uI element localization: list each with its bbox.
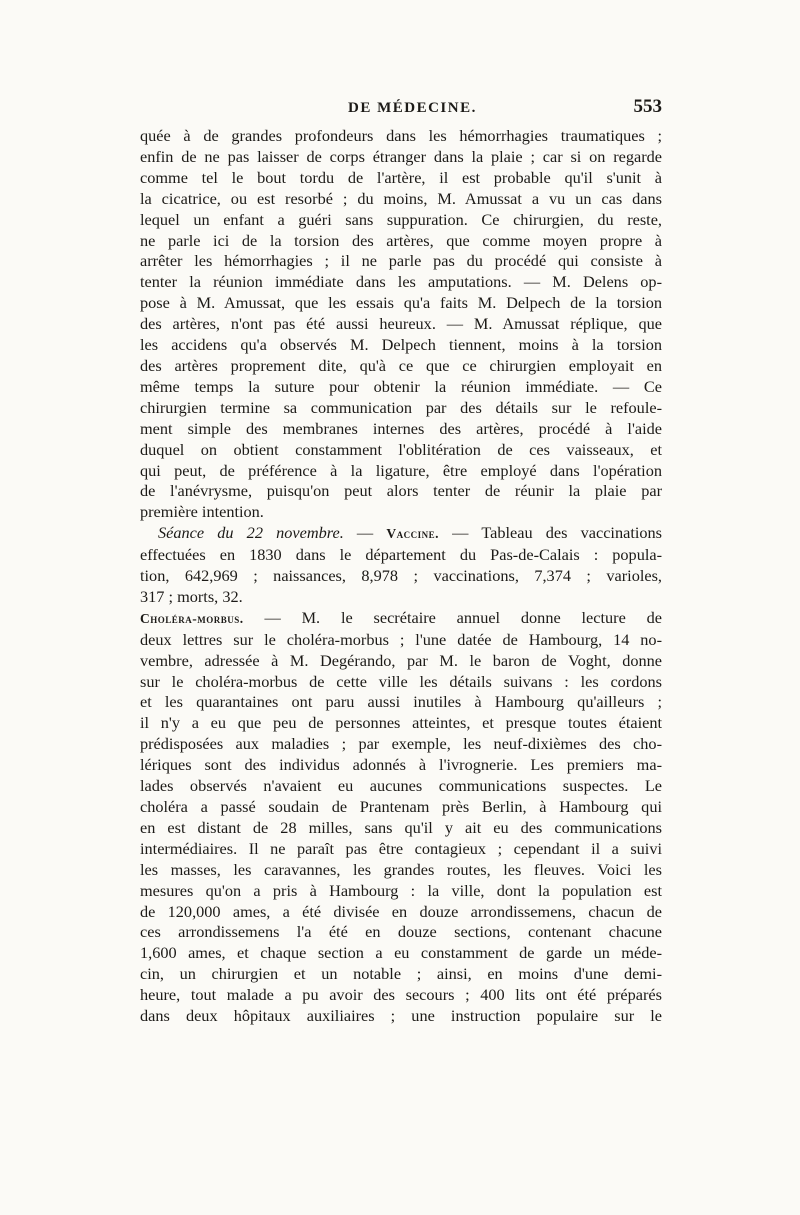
text-line: les accidens qu'a observés M. Delpech tiennent, moins à la torsion bbox=[140, 335, 662, 355]
text-line: cin, un chirurgien et un notable ; ainsi, en moins d'une demi- bbox=[140, 964, 662, 984]
text-line: lériques sont des individus adonnés à l'ivrognerie. Les premiers ma- bbox=[140, 755, 662, 775]
paragraph-vaccine bbox=[140, 523, 662, 608]
text-line: en est distant de 28 milles, sans qu'il y ait eu des communications bbox=[140, 817, 662, 837]
paragraph-cholera bbox=[140, 608, 662, 1027]
running-title: DE MÉDECINE. bbox=[348, 100, 477, 116]
text-fragment: Tableau des vaccinations bbox=[481, 523, 662, 543]
text-fragment: — M. le secrétaire annuel donne lecture de bbox=[264, 607, 662, 627]
text-line: les masses, les caravannes, les grandes routes, les fleuves. Voici les bbox=[140, 859, 662, 879]
text-line: sur le choléra-morbus de cette ville les détails suivans : les cordons bbox=[140, 671, 662, 691]
text-line: duquel on obtient constamment l'oblitération de ces vaisseaux, et bbox=[140, 439, 662, 459]
text-line: effectuées en 1830 dans le département du Pas-de-Calais : popula- bbox=[140, 545, 662, 565]
text-line: Séance du 22 novembre. — Vaccine. — Tableau des vaccinations bbox=[158, 523, 662, 543]
paragraph-torsion bbox=[140, 126, 662, 523]
text-line: de 120,000 ames, a été divisée en douze arrondissemens, chacun de bbox=[140, 901, 662, 921]
text-line: 1,600 ames, et chaque section a eu constamment de garde un méde- bbox=[140, 943, 662, 963]
text-line: ne parle ici de la torsion des artères, que comme moyen propre à bbox=[140, 230, 662, 250]
text-line: première intention. bbox=[140, 502, 264, 522]
text-line: lequel un enfant a guéri sans suppuration. Ce chirurgien, du reste, bbox=[140, 209, 662, 229]
text-line: qui peut, de préférence à la ligature, être employé dans l'opération bbox=[140, 460, 662, 480]
text-line: la cicatrice, ou est resorbé ; du moins, M. Amussat a vu un cas dans bbox=[140, 188, 662, 208]
text-line: chirurgien termine sa communication par des détails sur le refoule- bbox=[140, 397, 662, 417]
body-text bbox=[140, 126, 662, 1027]
text-line: 317 ; morts, 32. bbox=[140, 586, 243, 606]
text-line: vembre, adressée à M. Degérando, par M. le baron de Voght, donne bbox=[140, 650, 662, 670]
page-number: 553 bbox=[633, 96, 662, 117]
text-line: tion, 642,969 ; naissances, 8,978 ; vaccinations, 7,374 ; varioles, bbox=[140, 566, 662, 586]
text-line: ment simple des membranes internes des artères, procédé à l'aide bbox=[140, 418, 662, 438]
text-line: mesures qu'on a pris à Hambourg : la ville, dont la population est bbox=[140, 880, 662, 900]
text-line: choléra a passé soudain de Prantenam près Berlin, à Hambourg qui bbox=[140, 797, 662, 816]
text-line: quée à de grandes profondeurs dans les hémorrhagies traumatiques ; bbox=[140, 126, 662, 145]
text-line bbox=[140, 608, 662, 630]
text-line: arrêter les hémorrhagies ; il ne parle pas du procédé qui consiste à bbox=[140, 251, 662, 271]
text-line: même temps la suture pour obtenir la réunion immédiate. — Ce bbox=[140, 376, 662, 396]
text-line: lades observés n'avaient eu aucunes communications suspectes. Le bbox=[140, 776, 662, 796]
text-line: enfin de ne pas laisser de corps étranger dans la plaie ; car si on regarde bbox=[140, 146, 662, 166]
text-line: il n'y a eu que peu de personnes atteintes, et presque toutes étaient bbox=[140, 713, 662, 733]
text-line: tenter la réunion immédiate dans les amputations. — M. Delens op- bbox=[140, 272, 662, 292]
text-line: intermédiaires. Il ne paraît pas être contagieux ; cependant il a suivi bbox=[140, 838, 662, 858]
text-line: deux lettres sur le choléra-morbus ; l'une datée de Hambourg, 14 no- bbox=[140, 629, 662, 649]
rubric-vaccine: Vaccine. bbox=[386, 526, 440, 542]
text-line: ces arrondissemens l'a été en douze sections, contenant chacune bbox=[140, 922, 662, 942]
page-header bbox=[140, 90, 662, 126]
rubric-cholera: Choléra-morbus. bbox=[140, 610, 244, 626]
text-line: dans deux hôpitaux auxiliaires ; une instruction populaire sur le bbox=[140, 1006, 662, 1026]
text-line: comme tel le bout tordu de l'artère, il est probable qu'il s'unit à bbox=[140, 167, 662, 187]
text-line: et les quarantaines ont paru aussi inutiles à Hambourg qu'ailleurs ; bbox=[140, 692, 662, 712]
session-date: Séance du 22 novembre. bbox=[158, 523, 344, 543]
text-line: des artères, n'ont pas été aussi heureux. — M. Amussat réplique, que bbox=[140, 314, 662, 334]
text-line: pose à M. Amussat, que les essais qu'a faits M. Delpech de la torsion bbox=[140, 293, 662, 313]
text-line: prédisposées aux maladies ; par exemple, les neuf-dixièmes des cho- bbox=[140, 734, 662, 754]
text-line: de l'anévrysme, puisqu'on peut alors tenter de réunir la plaie par bbox=[140, 481, 662, 501]
text-line: des artères proprement dite, qu'à ce que ce chirurgien employait en bbox=[140, 355, 662, 375]
book-page bbox=[140, 90, 662, 1027]
text-line: heure, tout malade a pu avoir des secours ; 400 lits ont été préparés bbox=[140, 985, 662, 1005]
